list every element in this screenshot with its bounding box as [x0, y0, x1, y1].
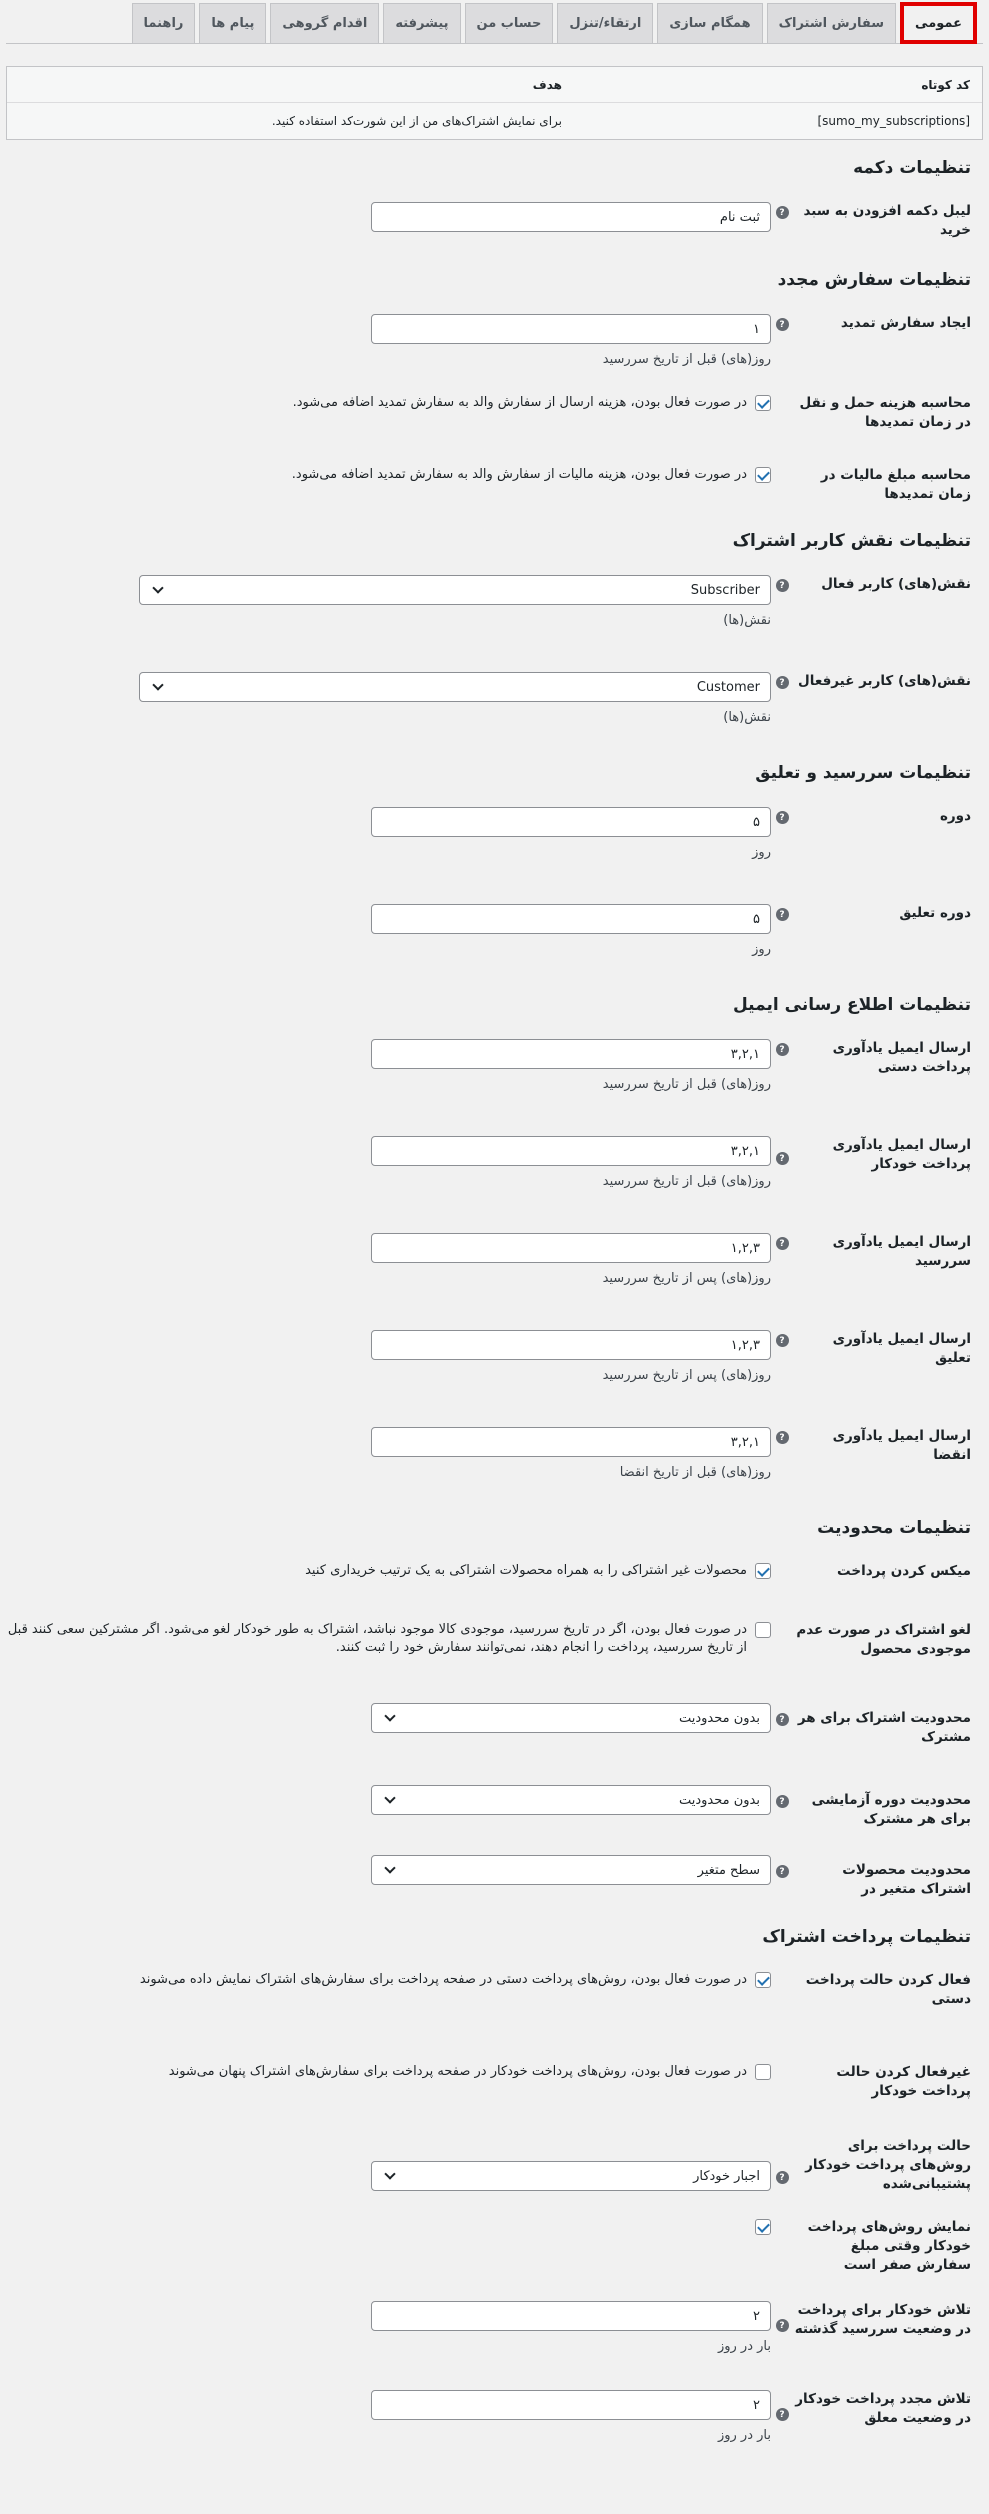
field-disable-auto: [6, 2063, 983, 2101]
field-expiry-remind: [6, 1427, 983, 1480]
tax-checkbox[interactable]: [755, 467, 771, 483]
field-label: نقش(های) کاربر فعال: [821, 576, 971, 592]
overdue-remind-input[interactable]: ۱,۲,۳: [371, 1233, 771, 1263]
chevron-down-icon: [152, 679, 163, 690]
help-icon[interactable]: ?: [771, 904, 793, 957]
field-description: نقش(ها): [723, 710, 771, 725]
variable-limit-select[interactable]: سطح متغیر: [371, 1855, 771, 1885]
help-icon[interactable]: ?: [771, 1703, 793, 1747]
manual-remind-input[interactable]: ۳,۲,۱: [371, 1039, 771, 1069]
field-suspend-remind: [6, 1330, 983, 1383]
field-auto-gateway-mode: [6, 2137, 983, 2194]
checkbox-text: در صورت فعال بودن، اگر در تاریخ سررسید، موجودی کالا موجود نباشد، اشتراک به طور خودکار لغو می‌شود. اگر مشترکین سعی کنند قبل از تاریخ سررسید، پرداخت را انجام دهند، نمی‌توانند سفارش خود را ثبت کنند.: [7, 1622, 747, 1655]
disable-auto-checkbox[interactable]: [755, 2064, 771, 2080]
auto-gateway-mode-select[interactable]: اجبار خودکار: [371, 2161, 771, 2191]
auto-remind-input[interactable]: ۳,۲,۱: [371, 1136, 771, 1166]
checkbox-text: در صورت فعال بودن، روش‌های پرداخت خودکار در صفحه پرداخت برای سفارش‌های اشتراک پنهان می‌شوند: [168, 2064, 747, 2079]
shipping-fee-checkbox[interactable]: [755, 395, 771, 411]
tab-upgrade-downgrade[interactable]: ارتقاء/تنزل: [557, 3, 653, 43]
field-label: ارسال ایمیل یادآوری پرداخت خودکار: [832, 1137, 971, 1172]
field-manual-mode: [6, 1971, 983, 2009]
help-icon[interactable]: ?: [771, 202, 793, 240]
field-retry-suspend: [6, 2390, 983, 2443]
field-shipping-fee: [6, 394, 983, 432]
column-purpose: هدف: [532, 77, 562, 92]
field-description: روز(های) پس از تاریخ سررسید: [602, 1368, 771, 1383]
field-inactive-role: [6, 672, 983, 725]
field-active-role: [6, 575, 983, 628]
field-label: حالت پرداخت برای روش‌های پرداخت خودکار پشتیبانی‌شده: [805, 2138, 971, 2192]
help-icon[interactable]: ?: [771, 1136, 793, 1189]
help-icon[interactable]: ?: [771, 1785, 793, 1829]
tab-messages[interactable]: پیام ها: [199, 3, 266, 43]
help-icon[interactable]: ?: [771, 1330, 793, 1383]
field-label: محدودیت اشتراک برای هر مشترک: [797, 1710, 971, 1745]
field-label: میکس کردن پرداخت: [837, 1563, 971, 1579]
field-description: روز: [752, 942, 771, 957]
section-title-restrict: تنظیمات محدودیت: [817, 1518, 971, 1538]
suspend-input[interactable]: ۵: [371, 904, 771, 934]
field-label: محاسبه مبلغ مالیات در زمان تمدیدها: [820, 467, 971, 502]
field-label: محدودیت محصولات اشتراک متغیر در: [842, 1862, 971, 1897]
field-label: لیبل دکمه افزودن به سبد خرید: [803, 203, 971, 238]
field-label: ارسال ایمیل یادآوری پرداخت دستی: [832, 1040, 971, 1075]
section-title-role: تنظیمات نقش کاربر اشتراک: [732, 531, 971, 551]
field-cancel-oos: [6, 1621, 983, 1659]
field-label: فعال کردن حالت پرداخت دستی: [805, 1972, 971, 2007]
manual-mode-checkbox[interactable]: [755, 1972, 771, 1988]
field-label: دوره تعلیق: [899, 905, 971, 921]
chevron-down-icon: [152, 582, 163, 593]
field-manual-remind: [6, 1039, 983, 1092]
field-show-auto-zero: [6, 2218, 983, 2275]
field-trial-limit: [6, 1785, 983, 1829]
section-title-payment: تنظیمات پرداخت اشتراک: [762, 1927, 971, 1947]
period-input[interactable]: ۵: [371, 807, 771, 837]
field-retry-overdue: [6, 2301, 983, 2354]
field-description: روز(های) قبل از تاریخ سررسید: [602, 1077, 771, 1092]
help-icon[interactable]: ?: [771, 575, 793, 628]
section-title-renewal: تنظیمات سفارش مجدد: [777, 270, 971, 290]
help-icon[interactable]: ?: [771, 1039, 793, 1092]
field-label: تلاش مجدد پرداخت خودکار در وضعیت معلق: [795, 2391, 971, 2426]
field-description: روز: [752, 845, 771, 860]
help-icon[interactable]: ?: [771, 314, 793, 367]
help-icon[interactable]: ?: [771, 1855, 793, 1899]
tab-bulk-action[interactable]: اقدام گروهی: [270, 3, 379, 43]
section-title-due: تنظیمات سررسید و تعلیق: [755, 763, 971, 783]
expiry-remind-input[interactable]: ۳,۲,۱: [371, 1427, 771, 1457]
suspend-remind-input[interactable]: ۱,۲,۳: [371, 1330, 771, 1360]
field-label: ایجاد سفارش تمدید: [840, 315, 971, 331]
trial-limit-select[interactable]: بدون محدودیت: [371, 1785, 771, 1815]
field-label: ارسال ایمیل یادآوری انقضا: [832, 1428, 971, 1463]
help-icon[interactable]: ?: [771, 1233, 793, 1286]
chevron-down-icon: [384, 1710, 395, 1721]
tab-help[interactable]: راهنما: [132, 3, 196, 43]
field-description: روز(های) قبل از تاریخ سررسید: [602, 1174, 771, 1189]
chevron-down-icon: [384, 2168, 395, 2179]
field-description: نقش(ها): [723, 613, 771, 628]
field-addtocart-label: [6, 202, 983, 240]
tab-subscription-order[interactable]: سفارش اشتراک: [767, 3, 896, 43]
field-label: لغو اشتراک در صورت عدم موجودی محصول: [796, 1622, 971, 1657]
help-icon[interactable]: ?: [771, 672, 793, 725]
shortcode-purpose: برای نمایش اشتراک‌های من از این شورت‌کد استفاده کنید.: [271, 114, 562, 128]
field-label: نمایش روش‌های پرداخت خودکار وقتی مبلغ سفارش صفر است: [807, 2219, 971, 2273]
checkbox-text: در صورت فعال بودن، هزینه ارسال از سفارش والد به سفارش تمدید اضافه می‌شود.: [292, 395, 747, 410]
field-tax: [6, 466, 983, 504]
addtocart-label-input[interactable]: ثبت نام: [371, 202, 771, 232]
field-description: بار در روز: [717, 2339, 771, 2354]
field-label: محاسبه هزینه حمل و نقل در زمان تمدیدها: [799, 395, 971, 430]
section-title-email: تنظیمات اطلاع رسانی ایمیل: [733, 995, 971, 1015]
show-auto-zero-checkbox[interactable]: [755, 2219, 771, 2235]
tab-general[interactable]: عمومی: [900, 2, 977, 44]
help-icon[interactable]: ?: [771, 807, 793, 860]
limit-per-user-select[interactable]: بدون محدودیت: [371, 1703, 771, 1733]
field-label: ارسال ایمیل یادآوری سررسید: [832, 1234, 971, 1269]
field-create-renewal: [6, 314, 983, 367]
shortcode-value: [sumo_my_subscriptions]: [817, 114, 970, 128]
field-mix-products: [6, 1562, 983, 1581]
field-description: روز(های) قبل از تاریخ انقضا: [619, 1465, 771, 1480]
checkbox-text: در صورت فعال بودن، هزینه مالیات از سفارش والد به سفارش تمدید اضافه می‌شود.: [291, 467, 747, 482]
section-title-button: تنظیمات دکمه: [853, 158, 971, 178]
tab-sync[interactable]: همگام سازی: [657, 3, 762, 43]
inactive-role-select[interactable]: Customer: [139, 672, 771, 702]
tab-my-account[interactable]: حساب من: [465, 3, 554, 43]
active-role-select[interactable]: Subscriber: [139, 575, 771, 605]
field-label: دوره: [939, 808, 971, 824]
field-label: نقش(های) کاربر غیرفعال: [798, 673, 971, 689]
field-limit-per-user: [6, 1703, 983, 1747]
field-period: [6, 807, 983, 860]
field-description: بار در روز: [717, 2428, 771, 2443]
field-suspend: [6, 904, 983, 957]
cancel-oos-checkbox[interactable]: [755, 1622, 771, 1638]
help-icon[interactable]: ?: [771, 2301, 793, 2354]
help-icon[interactable]: ?: [771, 1427, 793, 1480]
field-label: غیرفعال کردن حالت پرداخت خودکار: [836, 2064, 971, 2099]
tab-advanced[interactable]: پیشرفته: [383, 3, 460, 43]
chevron-down-icon: [384, 1862, 395, 1873]
help-icon[interactable]: ?: [771, 2390, 793, 2443]
checkbox-text: در صورت فعال بودن، روش‌های پرداخت دستی در صفحه پرداخت برای سفارش‌های اشتراک نمایش داده می‌شوند: [139, 1972, 747, 1987]
help-icon[interactable]: ?: [771, 2137, 793, 2194]
settings-tabs: [6, 0, 983, 44]
shortcode-table: [6, 66, 983, 140]
field-auto-remind: [6, 1136, 983, 1189]
table-row: [7, 103, 982, 139]
mix-products-checkbox[interactable]: [755, 1563, 771, 1579]
field-label: محدودیت دوره آزمایشی برای هر مشترک: [811, 1792, 971, 1827]
chevron-down-icon: [384, 1792, 395, 1803]
table-header: [7, 67, 982, 103]
field-description: روز(های) قبل از تاریخ سررسید: [602, 352, 771, 367]
retry-overdue-input[interactable]: ۲: [371, 2301, 771, 2331]
retry-suspend-input[interactable]: ۲: [371, 2390, 771, 2420]
column-shortcode: کد کوتاه: [921, 77, 970, 92]
create-renewal-input[interactable]: ۱: [371, 314, 771, 344]
field-label: ارسال ایمیل یادآوری تعلیق: [832, 1331, 971, 1366]
checkbox-text: محصولات غیر اشتراکی را به همراه محصولات اشتراکی به یک ترتیب خریداری کنید: [305, 1563, 747, 1578]
field-label: تلاش خودکار برای پرداخت در وضعیت سررسید گذشته: [794, 2302, 971, 2337]
field-description: روز(های) پس از تاریخ سررسید: [602, 1271, 771, 1286]
field-overdue-remind: [6, 1233, 983, 1286]
field-variable-limit: [6, 1855, 983, 1899]
